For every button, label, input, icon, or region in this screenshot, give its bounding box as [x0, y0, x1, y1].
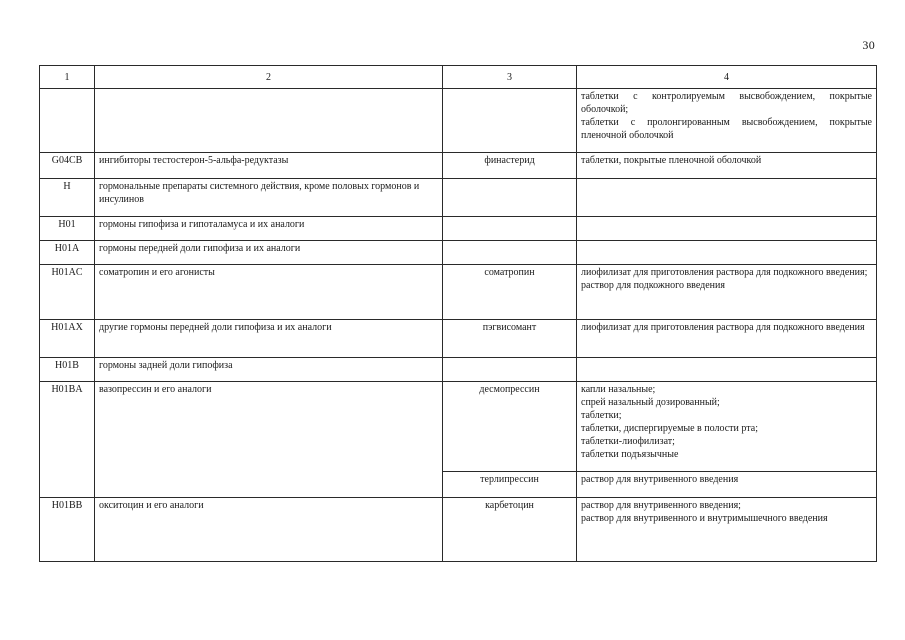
header-cell: 3: [443, 66, 577, 89]
group-name-cell: [95, 89, 443, 153]
group-name-cell: окситоцин и его аналоги: [95, 498, 443, 562]
table-row: [40, 358, 877, 382]
dosage-form-line: таблетки с контролируемым высвобождением, покрытые оболочкой;: [581, 91, 872, 115]
atc-code-cell: [40, 89, 95, 153]
atc-code-cell: H01: [40, 217, 95, 241]
substance-cell: [443, 179, 577, 217]
dosage-form-line: таблетки;: [581, 410, 622, 421]
table-row: [40, 320, 877, 358]
header-cell: 1: [40, 66, 95, 89]
atc-code-cell: H01A: [40, 241, 95, 265]
substance-cell: десмопрессин: [443, 382, 577, 472]
group-name-cell: гормональные препараты системного действия, кроме половых гормонов и инсулинов: [95, 179, 443, 217]
substance-cell: пэгвисомант: [443, 320, 577, 358]
atc-code-cell: H01AC: [40, 265, 95, 320]
atc-code-cell: G04CB: [40, 153, 95, 179]
group-name-cell: вазопрессин и его аналоги: [95, 382, 443, 498]
dosage-forms-cell: [577, 241, 877, 265]
group-name-cell: гормоны гипофиза и гипоталамуса и их аналоги: [95, 217, 443, 241]
dosage-form-line: спрей назальный дозированный;: [581, 397, 720, 408]
dosage-form-line: таблетки с пролонгированным высвобождением, покрытые пленочной оболочкой: [581, 117, 872, 141]
group-name-cell: соматропин и его агонисты: [95, 265, 443, 320]
table-row: [40, 498, 877, 562]
substance-cell: [443, 358, 577, 382]
medication-table: [39, 65, 877, 562]
dosage-forms-cell: [577, 153, 877, 179]
atc-code-cell: H01BB: [40, 498, 95, 562]
dosage-form-line: лиофилизат для приготовления раствора для подкожного введения: [581, 322, 865, 333]
substance-cell: [443, 89, 577, 153]
substance-cell: терлипрессин: [443, 472, 577, 498]
substance-cell: [443, 217, 577, 241]
dosage-form-line: таблетки подъязычные: [581, 449, 679, 460]
atc-code-cell: H01B: [40, 358, 95, 382]
substance-cell: [443, 241, 577, 265]
table-row: [40, 241, 877, 265]
dosage-form-line: лиофилизат для приготовления раствора для подкожного введения;: [581, 267, 868, 278]
substance-cell: соматропин: [443, 265, 577, 320]
atc-code-cell: H: [40, 179, 95, 217]
dosage-forms-cell: [577, 265, 877, 320]
dosage-forms-cell: [577, 498, 877, 562]
group-name-cell: гормоны передней доли гипофиза и их аналоги: [95, 241, 443, 265]
group-name-cell: другие гормоны передней доли гипофиза и их аналоги: [95, 320, 443, 358]
header-cell: 4: [577, 66, 877, 89]
dosage-form-line: раствор для внутривенного введения;: [581, 500, 741, 511]
table-row: [40, 217, 877, 241]
header-cell: 2: [95, 66, 443, 89]
table-body: [40, 89, 877, 562]
group-name-cell: гормоны задней доли гипофиза: [95, 358, 443, 382]
header-row: [40, 66, 877, 89]
table-row: [40, 265, 877, 320]
dosage-forms-cell: [577, 89, 877, 153]
dosage-form-line: таблетки, диспергируемые в полости рта;: [581, 423, 758, 434]
dosage-forms-cell: [577, 358, 877, 382]
dosage-forms-cell: [577, 382, 877, 472]
dosage-forms-cell: [577, 472, 877, 498]
table-row: [40, 179, 877, 217]
page-number: 30: [862, 38, 875, 52]
group-name-cell: ингибиторы тестостерон-5-альфа-редуктазы: [95, 153, 443, 179]
substance-cell: финастерид: [443, 153, 577, 179]
dosage-forms-cell: [577, 217, 877, 241]
dosage-form-line: раствор для внутривенного введения: [581, 474, 739, 485]
table-row: [40, 153, 877, 179]
substance-cell: карбетоцин: [443, 498, 577, 562]
dosage-form-line: капли назальные;: [581, 384, 656, 395]
table-row: [40, 89, 877, 153]
dosage-form-line: таблетки-лиофилизат;: [581, 436, 675, 447]
dosage-forms-cell: [577, 179, 877, 217]
dosage-form-line: раствор для подкожного введения: [581, 280, 725, 291]
atc-code-cell: H01BA: [40, 382, 95, 498]
dosage-form-line: раствор для внутривенного и внутримышечного введения: [581, 513, 828, 524]
dosage-form-line: таблетки, покрытые пленочной оболочкой: [581, 155, 762, 166]
table-row: [40, 382, 877, 472]
atc-code-cell: H01AX: [40, 320, 95, 358]
dosage-forms-cell: [577, 320, 877, 358]
